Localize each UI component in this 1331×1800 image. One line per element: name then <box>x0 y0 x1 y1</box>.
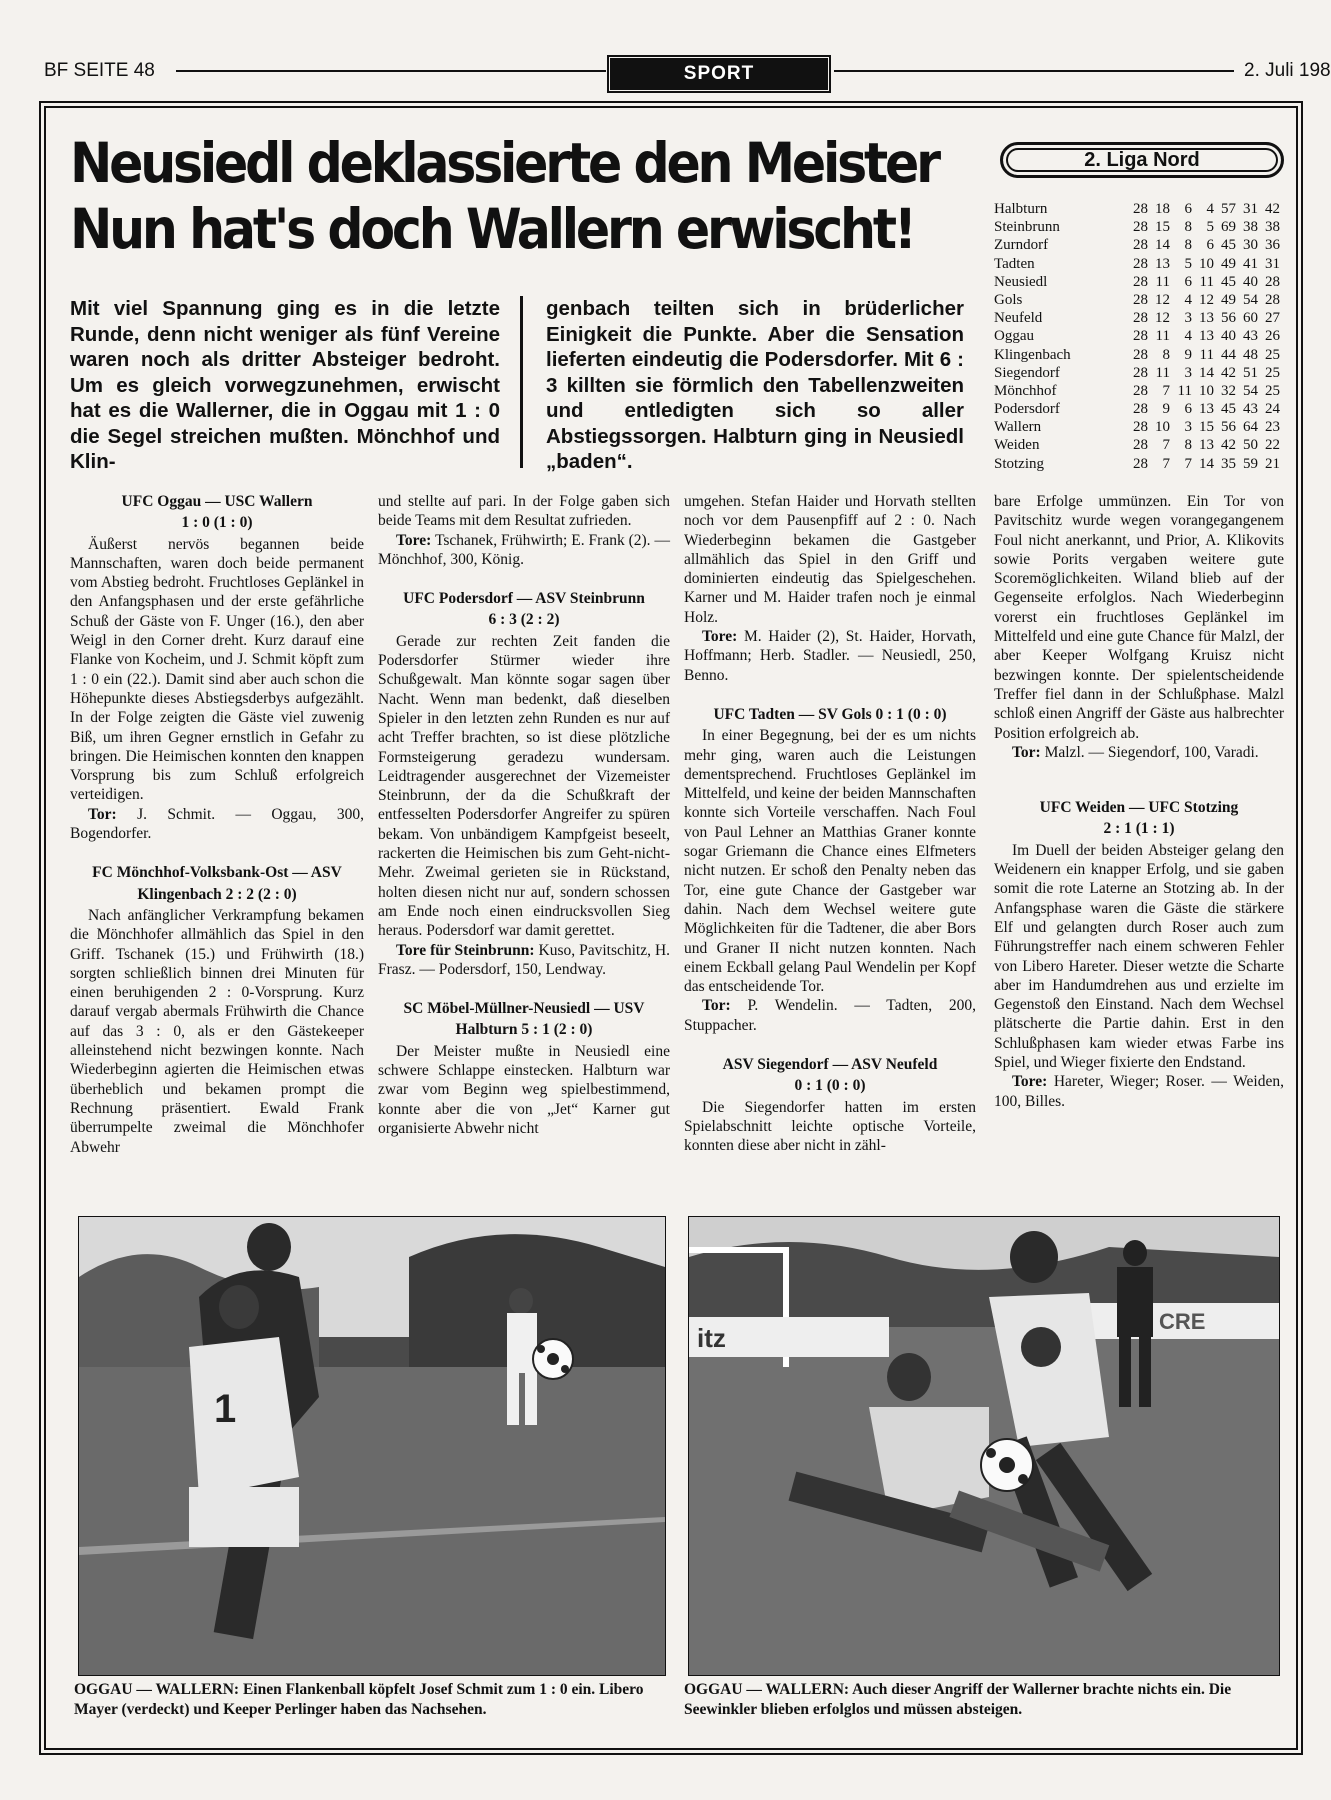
report-scorers <box>378 531 670 570</box>
games: 28 <box>1133 346 1148 363</box>
team-name: Weiden <box>994 437 1040 454</box>
report-score: 1 : 0 (1 : 0) <box>181 514 253 532</box>
report-text: und stellte auf pari. In der Folge gaben sich beide Teams mit dem Resultat zufrieden. <box>378 493 670 530</box>
games: 28 <box>1133 364 1148 381</box>
team-name: Mönchhof <box>994 382 1057 399</box>
goals-for: 56 <box>1221 310 1236 327</box>
report-title: UFC Podersdorf — ASV Steinbrunn <box>403 590 645 608</box>
draws: 3 <box>1184 364 1192 381</box>
team-name: Stotzing <box>994 455 1045 472</box>
scorers-label: Tor: <box>702 997 731 1015</box>
games: 28 <box>1133 401 1148 418</box>
points: 26 <box>1265 328 1280 345</box>
report-scorers <box>994 1072 1284 1111</box>
draws: 6 <box>1184 201 1192 217</box>
goals-against: 51 <box>1243 364 1258 381</box>
team-name: Siegendorf <box>994 364 1060 381</box>
goals-against: 50 <box>1243 437 1258 454</box>
points: 28 <box>1265 273 1280 290</box>
wins: 10 <box>1155 419 1170 436</box>
goals-against: 64 <box>1243 419 1258 436</box>
goals-against: 60 <box>1243 310 1258 327</box>
wins: 11 <box>1155 364 1170 381</box>
scorers-text: Tschanek, Frühwirth; E. Frank (2). — Mönchhof, 300, König. <box>378 531 670 568</box>
page-number: BF SEITE 48 <box>44 60 155 81</box>
losses: 10 <box>1199 255 1214 272</box>
report-score: 0 : 1 (0 : 0) <box>794 1077 866 1095</box>
games: 28 <box>1133 237 1148 254</box>
games: 28 <box>1133 291 1148 308</box>
report-scorers <box>70 805 364 844</box>
scorers-label: Tor: <box>1012 743 1041 761</box>
losses: 14 <box>1199 455 1214 472</box>
points: 24 <box>1265 401 1280 418</box>
column-2 <box>378 492 670 1138</box>
report-scorers <box>684 996 976 1035</box>
goals-against: 43 <box>1243 401 1258 418</box>
goals-for: 42 <box>1221 364 1236 381</box>
ball <box>533 1339 573 1379</box>
league-row <box>994 436 1284 454</box>
report-score: Klingenbach 2 : 2 (2 : 0) <box>137 885 297 903</box>
report-text: Die Siegendorfer hatten im ersten Spielabschnitt leichte optische Vorteile, konnten diese aber nicht in zähl- <box>684 1098 976 1155</box>
goals-for: 42 <box>1221 437 1236 454</box>
team-name: Gols <box>994 291 1023 308</box>
games: 28 <box>1133 310 1148 327</box>
points: 31 <box>1265 255 1280 272</box>
league-row <box>994 200 1284 218</box>
scorers-label: Tore für Steinbrunn: <box>396 941 535 959</box>
report-score: 2 : 1 (1 : 1) <box>1103 820 1175 838</box>
goals-for: 49 <box>1221 291 1236 308</box>
draws: 4 <box>1184 291 1192 308</box>
losses: 12 <box>1199 291 1214 308</box>
header-rule-left <box>176 70 606 72</box>
league-row <box>994 273 1284 291</box>
report-text: Der Meister mußte in Neusiedl eine schwere Schlappe einstecken. Halbturn war zwar vom Beginn weg spielbestimmend, konnte aber die von „Jet“ Karner gut organisierte Abwehr nicht <box>378 1042 670 1137</box>
scorers-text: Malzl. — Siegendorf, 100, Varadi. <box>1044 743 1259 761</box>
goals-for: 40 <box>1221 328 1236 345</box>
league-row <box>994 291 1284 309</box>
games: 28 <box>1133 437 1148 454</box>
losses: 13 <box>1199 437 1214 454</box>
wins: 12 <box>1155 310 1170 327</box>
goals-for: 35 <box>1221 455 1236 472</box>
wins: 12 <box>1155 291 1170 308</box>
points: 25 <box>1265 364 1280 381</box>
goals-against: 41 <box>1243 255 1258 272</box>
losses: 10 <box>1199 382 1214 399</box>
wins: 13 <box>1155 255 1170 272</box>
goals-against: 43 <box>1243 328 1258 345</box>
games: 28 <box>1133 273 1148 290</box>
goals-against: 59 <box>1243 455 1258 472</box>
wins: 8 <box>1162 346 1170 363</box>
league-row <box>994 218 1284 236</box>
losses: 15 <box>1199 419 1214 436</box>
team-name: Neufeld <box>994 310 1043 327</box>
games: 28 <box>1133 455 1148 472</box>
league-row <box>994 255 1284 273</box>
losses: 4 <box>1206 201 1214 217</box>
points: 25 <box>1265 382 1280 399</box>
headline-line-1: Neusiedl deklassierte den Meister <box>70 131 938 195</box>
draws: 3 <box>1184 310 1192 327</box>
draws: 8 <box>1184 237 1192 254</box>
league-row <box>994 455 1284 473</box>
league-row <box>994 236 1284 254</box>
scorers-label: Tore: <box>1012 1073 1048 1091</box>
team-name: Steinbrunn <box>994 219 1060 236</box>
losses: 13 <box>1199 328 1214 345</box>
goals-against: 30 <box>1243 237 1258 254</box>
losses: 11 <box>1199 273 1214 290</box>
match-photo-1 <box>78 1216 666 1676</box>
wins: 7 <box>1162 437 1170 454</box>
headline-line-2: Nun hat's doch Wallern erwischt! <box>70 197 914 261</box>
banner-text: itz <box>697 1323 726 1353</box>
wins: 11 <box>1155 328 1170 345</box>
draws: 5 <box>1184 255 1192 272</box>
draws: 4 <box>1184 328 1192 345</box>
points: 25 <box>1265 346 1280 363</box>
scorers-text: P. Wendelin. — Tadten, 200, Stuppacher. <box>684 997 976 1034</box>
goals-for: 45 <box>1221 401 1236 418</box>
losses: 11 <box>1199 346 1214 363</box>
league-table-title: 2. Liga Nord <box>1000 142 1284 178</box>
games: 28 <box>1133 255 1148 272</box>
report-title: SC Möbel-Müllner-Neusiedl — USV <box>403 1000 645 1018</box>
report-scorers <box>378 941 670 980</box>
draws: 9 <box>1184 346 1192 363</box>
goals-for: 57 <box>1221 201 1236 217</box>
header-rule-right <box>834 70 1234 72</box>
draws: 11 <box>1177 382 1192 399</box>
league-row <box>994 346 1284 364</box>
report-text: Äußerst nervös begannen beide Mannschaften, waren doch beide permanent vom Abstieg bedroht. Fruchtloses Geplänkel in den Anfangsphasen und der erste gefährliche Schuß der Gäste von F. Unger (16.), den aber Weigl in den Corner dreht. Kurz darauf eine Flanke von Kocheim, und J. Schmit köpft zum 1 : 0 ein (22.). Damit sind aber auch schon die Höhepunkte dieses Abstiegsderbys aufgezählt. In der Folge zeigten die Gäste viel zuwenig Biß, um ihren Gegner ernstlich in Gefahr zu bringen. Die Heimischen konnten den knappen Vorsprung bis zum Schluß erfolgreich verteidigen. <box>70 535 364 804</box>
games: 28 <box>1133 328 1148 345</box>
games: 28 <box>1133 382 1148 399</box>
wins: 7 <box>1162 382 1170 399</box>
points: 27 <box>1265 310 1280 327</box>
report-scorers <box>994 743 1284 762</box>
points: 28 <box>1265 291 1280 308</box>
wins: 11 <box>1155 273 1170 290</box>
losses: 13 <box>1199 310 1214 327</box>
wins: 15 <box>1155 219 1170 236</box>
report-title: UFC Weiden — UFC Stotzing <box>1039 799 1239 817</box>
goals-for: 45 <box>1221 237 1236 254</box>
column-4 <box>994 492 1284 1111</box>
draws: 6 <box>1184 273 1192 290</box>
goals-for: 45 <box>1221 273 1236 290</box>
scorers-label: Tor: <box>88 805 117 823</box>
scorers-text: Kuso, Pavitschitz, H. Frasz. — Podersdorf, 150, Lendway. <box>378 941 671 978</box>
issue-date: 2. Juli 198 <box>1244 60 1331 81</box>
points: 38 <box>1265 219 1280 236</box>
scorers-text: J. Schmit. — Oggau, 300, Bogendorfer. <box>70 805 365 843</box>
report-score: Halbturn 5 : 1 (2 : 0) <box>455 1021 593 1039</box>
draws: 7 <box>1184 455 1192 472</box>
wins: 18 <box>1155 201 1170 217</box>
goals-against: 38 <box>1243 219 1258 236</box>
report-scorers <box>684 627 976 685</box>
report-title: FC Mönchhof-Volksbank-Ost — ASV <box>92 864 342 882</box>
points: 36 <box>1265 237 1280 254</box>
team-name: Oggau <box>994 328 1034 345</box>
goals-for: 56 <box>1221 419 1236 436</box>
section-label: SPORT <box>610 58 828 90</box>
report-score: 6 : 3 (2 : 2) <box>488 611 560 629</box>
losses: 14 <box>1199 364 1214 381</box>
intro-text-col1: Mit viel Spannung ging es in die letzte Runde, denn nicht weniger als fünf Vereine waren noch als dritter Absteiger bedroht. Um es gleich vorwegzunehmen, erwischt hat es die Wallerner, die in Oggau mit 1 : 0 die Segel streichen mußten. Mönchhof und Klin- <box>70 297 500 473</box>
team-name: Podersdorf <box>994 401 1060 418</box>
team-name: Zurndorf <box>994 237 1049 254</box>
games: 28 <box>1133 419 1148 436</box>
goals-for: 49 <box>1221 255 1236 272</box>
wins: 14 <box>1155 237 1170 254</box>
page-header <box>44 58 1331 86</box>
team-name: Halbturn <box>994 201 1048 217</box>
goals-for: 69 <box>1221 219 1236 236</box>
team-name: Tadten <box>994 255 1035 272</box>
draws: 8 <box>1184 437 1192 454</box>
report-text: Gerade zur rechten Zeit fanden die Podersdorfer Stürmer wieder ihre Schußgewalt. Man könnte sogar sagen über Nacht. Wenn man bedenkt, daß dieselben Spieler in den letzten zehn Runden es nur auf acht Treffer brachten, so ist diese plötzliche Formsteigerung geradezu wundersam. Leidtragender ausgerechnet der Vizemeister Steinbrunn, der da die Schußkraft der entfesselten Podersdorfer Angreifer zu spüren bekam. Von unbändigem Kampfgeist beseelt, rackerten die Heimischen bis zum Geht-nicht-Mehr. Zweimal gerieten sie in Rückstand, holten diesen nicht nur auf, sondern schossen am Ende noch einen eindrucksvollen Sieg heraus. Podersdorf war damit gerettet. <box>378 632 670 940</box>
points: 23 <box>1265 419 1280 436</box>
league-table <box>994 200 1284 473</box>
league-row <box>994 382 1284 400</box>
team-name: Neusiedl <box>994 273 1048 290</box>
headline <box>70 130 938 262</box>
league-row <box>994 327 1284 345</box>
goals-for: 32 <box>1221 382 1236 399</box>
report-title: UFC Tadten — SV Gols 0 : 1 (0 : 0) <box>713 705 947 723</box>
banner-text-2: CRE <box>1159 1309 1206 1334</box>
league-row <box>994 364 1284 382</box>
goals-against: 54 <box>1243 291 1258 308</box>
ball <box>981 1439 1033 1491</box>
wins: 7 <box>1162 455 1170 472</box>
goals-for: 44 <box>1221 346 1236 363</box>
draws: 8 <box>1184 219 1192 236</box>
scorers-label: Tore: <box>396 531 432 549</box>
report-text: Nach anfänglicher Verkrampfung bekamen die Mönchhofer allmählich das Spiel in den Griff. Tschanek (15.) und Frühwirth (18.) sorgten schließlich binnen drei Minuten für einen beruhigenden 2 : 0-Vorsprung. Kurz darauf vergab abermals Frühwirth die Chance auf das 3 : 0, als er den Gästekeeper alleinstehend nicht bezwingen konnte. Nach Wiederbeginn agierten die Heimischen etwas überheblich und bekamen prompt die Rechnung präsentiert. Ewald Frank überrumpelte zweimal die Mönchhofer Abwehr <box>70 906 364 1156</box>
report-text: In einer Begegnung, bei der es um nichts mehr ging, waren auch die Leistungen dementsprechend. Fruchtloses Geplänkel im Mittelfeld, und keine der beiden Mannschaften konnte sich Vorteile verschaffen. Nach Foul von Paul Lehner an Matthias Graner konnte sogar Griemann die Chance eines Elfmeters nicht nutzen. Er schoß den Penalty neben das Tor, eine gute Chance der Gastgeber war dahin. Nach dem Wechsel weitere gute Möglichkeiten für die Tadtener, die aber Bors und Graner II nicht nutzen konnten. Nach einem Eckball gelang Paul Wendelin per Kopf das entscheidende Tor. <box>684 727 976 996</box>
column-1 <box>70 492 364 1157</box>
wins: 9 <box>1162 401 1170 418</box>
match-photo-2 <box>688 1216 1280 1676</box>
losses: 6 <box>1206 237 1214 254</box>
league-row <box>994 309 1284 327</box>
goals-against: 54 <box>1243 382 1258 399</box>
goals-against: 40 <box>1243 273 1258 290</box>
games: 28 <box>1133 201 1148 217</box>
goals-against: 31 <box>1243 201 1258 217</box>
goals-against: 48 <box>1243 346 1258 363</box>
jersey-number: 1 <box>214 1387 237 1431</box>
intro-divider <box>520 296 523 468</box>
report-text: Im Duell der beiden Absteiger gelang den Weidenern ein knapper Erfolg, und sie gaben somit die rote Laterne an Stotzing ab. In der Anfangsphase waren die Gäste die stärkere Elf und gelangten durch Roser auch zum Führungstreffer nach einem schweren Fehler von Libero Hareter. Dieser wetzte die Scharte aber im Handumdrehen aus und erzielte im Gegenstoß den Einstand. Nach dem Wechsel plätscherte die Partie dahin. Erst in den Schlußphasen kam wieder etwas Farbe ins Spiel, und Wieger fixierte den Endstand. <box>994 841 1284 1072</box>
draws: 6 <box>1184 401 1192 418</box>
league-row <box>994 400 1284 418</box>
team-name: Klingenbach <box>994 346 1071 363</box>
losses: 13 <box>1199 401 1214 418</box>
scorers-text: M. Haider (2), St. Haider, Horvath, Hoffmann; Herb. Stadler. — Neusiedl, 250, Benno. <box>684 628 977 684</box>
photo-caption-2: OGGAU — WALLERN: Auch dieser Angriff der Wallerner brachte nichts ein. Die Seewinkler blieben erfolglos und müssen absteigen. <box>684 1681 1232 1718</box>
photo-caption-1: OGGAU — WALLERN: Einen Flankenball köpfelt Josef Schmit zum 1 : 0 ein. Libero Mayer (verdeckt) und Keeper Perlinger haben das Nachsehen. <box>74 1681 644 1718</box>
report-text: umgehen. Stefan Haider und Horvath stellten noch vor dem Pausenpfiff auf 2 : 0. Nach Wiederbeginn bekamen die Gastgeber allmählich das Spiel in den Griff und dominierten eindeutig das Spielgeschehen. Karner und M. Haider trafen noch je einmal Holz. <box>684 493 976 626</box>
report-title: UFC Oggau — USC Wallern <box>121 493 313 510</box>
points: 21 <box>1265 455 1280 472</box>
scorers-label: Tore: <box>702 628 738 646</box>
intro-text-col2: genbach teilten sich in brüderlicher Einigkeit die Punkte. Aber die Sensation lieferten eindeutig die Podersdorfer. Mit 6 : 3 killten sie förmlich den Tabellenzweiten und entledigten sich so aller Abstiegssorgen. Halbturn ging in Neusiedl „baden“. <box>546 297 964 473</box>
column-3 <box>684 492 976 1156</box>
team-name: Wallern <box>994 419 1042 436</box>
report-title: ASV Siegendorf — ASV Neufeld <box>722 1056 938 1074</box>
points: 22 <box>1265 437 1280 454</box>
points: 42 <box>1265 201 1280 217</box>
scorers-text: Hareter, Wieger; Roser. — Weiden, 100, Billes. <box>994 1073 1284 1110</box>
league-row <box>994 418 1284 436</box>
games: 28 <box>1133 219 1148 236</box>
losses: 5 <box>1206 219 1214 236</box>
draws: 3 <box>1184 419 1192 436</box>
report-text: bare Erfolge ummünzen. Ein Tor von Pavitschitz wurde wegen vorangegangenem Foul nicht anerkannt, und Prior, A. Klikovits sowie Porits vergaben weitere gute Scoremöglichkeiten. Wiland blieb auf der Gegenseite erfolglos. Nach Wiederbeginn vorerst ein fruchtloses Geplänkel im Mittelfeld und eine gute Chance für Malzl, der aber Keeper Wolfgang Kruisz nicht bezwingen konnte. Der spielentscheidende Treffer fiel dann in der Schlußphase. Malzl schloß einen Angriff der Gäste aus halbrechter Position erfolgreich ab. <box>994 493 1284 742</box>
